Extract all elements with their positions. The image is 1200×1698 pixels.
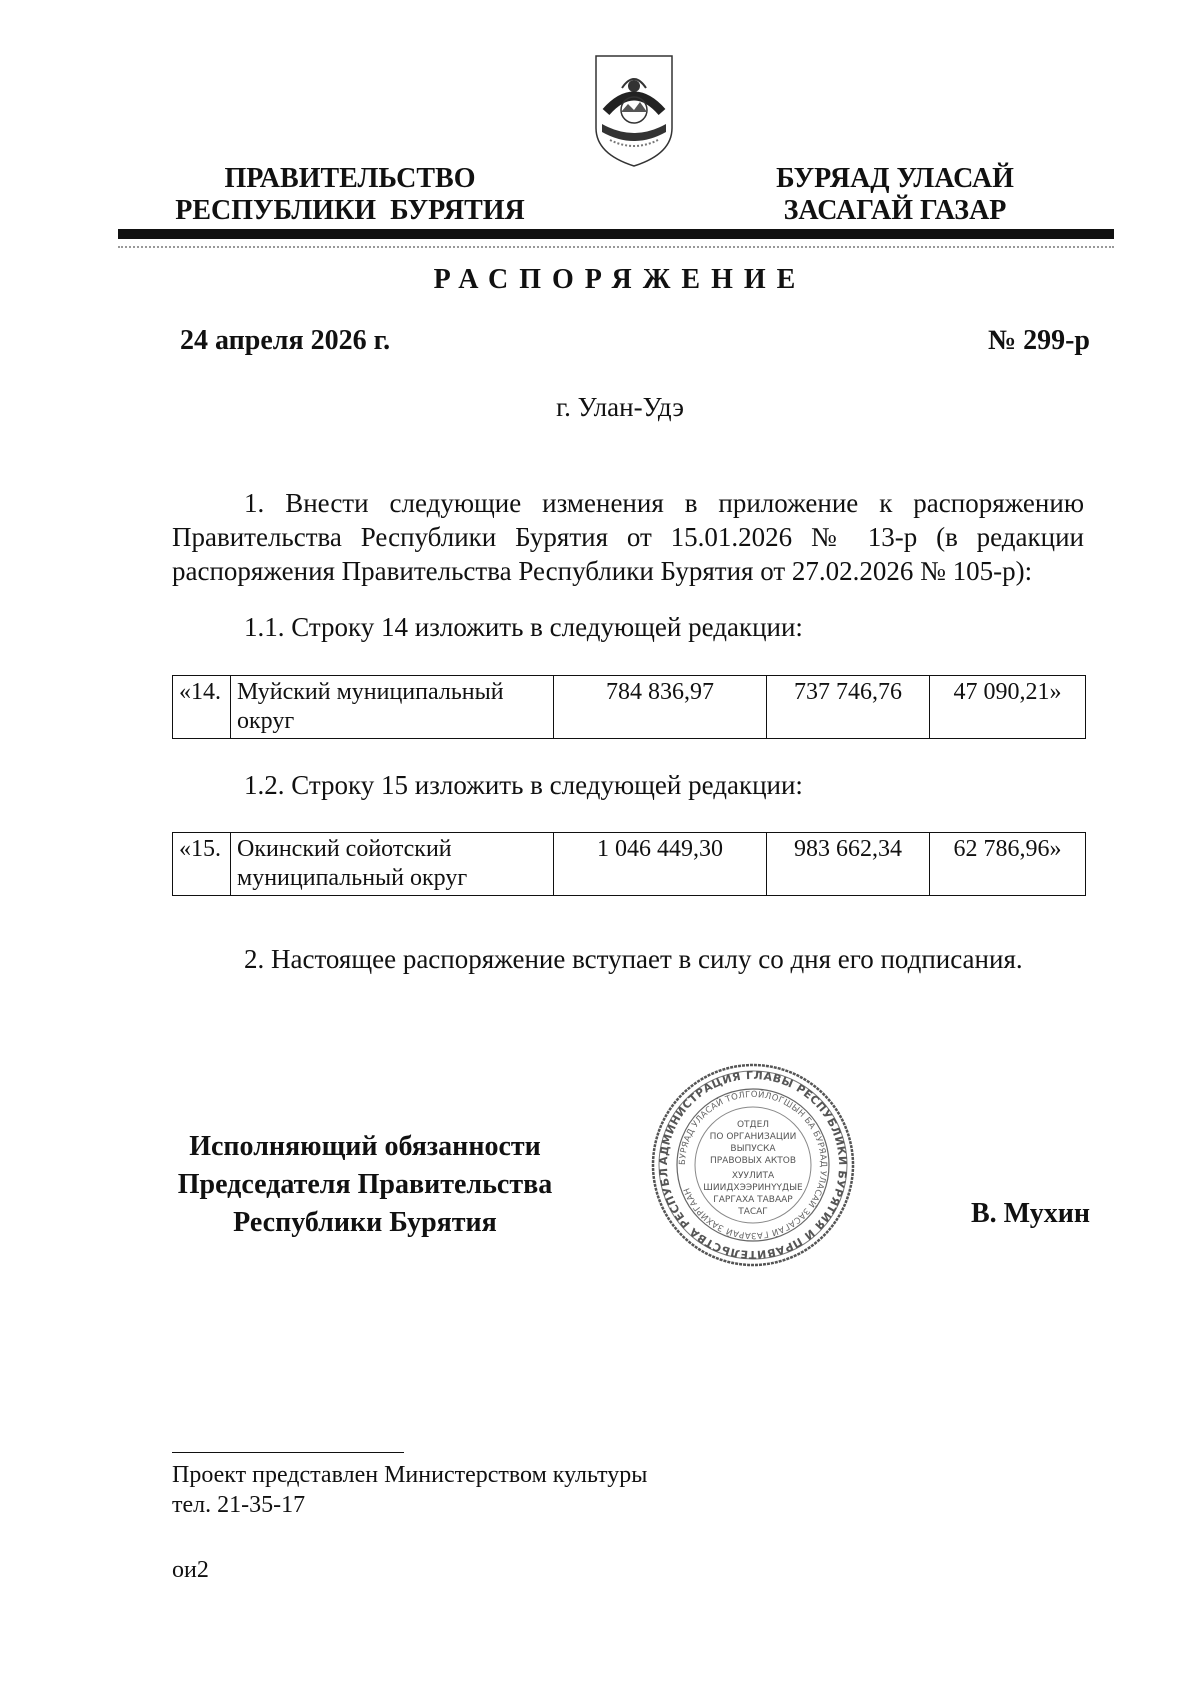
document-title: РАСПОРЯЖЕНИЕ [433,264,807,295]
table-cell-number: «15. [173,833,231,896]
signatory-position-line3: Республики Бурятия [233,1207,497,1238]
seal-inner-text: БУРЯАД УЛАСАЙ ТОЛГОЙЛОГШЫН БА БУРЯАД УЛАСАЙ ЗАСАГАЙ ГАЗАРАЙ ЗАХИРГААН [677,1089,829,1241]
table-cell-name: Окинский сойотский муниципальный округ [231,833,554,896]
table-cell-value-3: 47 090,21» [930,676,1086,739]
header-org-bua [745,163,1045,227]
table-cell-value-2: 737 746,76 [767,676,930,739]
signatory-position-line2: Председателя Правительства [177,1169,553,1200]
signatory-name: В. Мухин [971,1198,1090,1229]
header-org-ru-line1: ПРАВИТЕЛЬСТВО [224,163,476,194]
header-divider-thick [118,229,1114,239]
document-number: № 299-р [987,325,1090,356]
paragraph-2: 2. Настоящее распоряжение вступает в силу со дня его подписания. [244,944,1023,974]
paragraph-1 [172,486,1084,588]
seal-center-line5: ХУУЛИТА [731,1171,775,1181]
signatory-position [170,1128,560,1242]
table-row [173,833,1086,896]
signatory-position-line1: Исполняющий обязанности [189,1131,541,1162]
header-org-bua-line2: ЗАСАГАЙ ГАЗАР [783,195,1007,226]
seal-center-line7: ГАРГАХА ТАВААР [713,1195,793,1205]
coat-of-arms-icon [590,50,678,170]
amendment-table-row-15 [172,832,1086,896]
footer-divider [172,1452,404,1453]
table-cell-value-2: 983 662,34 [767,833,930,896]
seal-center-line8: ТАСАГ [738,1207,768,1217]
table-row [173,676,1086,739]
seal-outer-text: АДМИНИСТРАЦИЯ ГЛАВЫ РЕСПУБЛИКИ БУРЯТИЯ И ПРАВИТЕЛЬСТВА РЕСПУБЛ [656,1068,850,1262]
header-divider-thin [118,246,1114,248]
footer-code: ои2 [172,1557,209,1583]
seal-center-line2: ПО ОРГАНИЗАЦИИ [709,1132,797,1142]
seal-center-line3: ВЫПУСКА [730,1144,776,1154]
official-seal-icon [648,1060,858,1270]
seal-center-line6: ШИИДХЭЭРИНҮҮДЫЕ [703,1183,803,1193]
document-date: 24 апреля 2026 г. [180,325,391,356]
amendment-table-row-14 [172,675,1086,739]
paragraph-1-1: 1.1. Строку 14 изложить в следующей редакции: [244,612,803,642]
footer-note [172,1460,647,1520]
footer-note-line2: тел. 21-35-17 [172,1492,306,1518]
paragraph-1-text: 1. Внести следующие изменения в приложение к распоряжению Правительства Республики Бурятия от 15.01.2026 № 13-р (в редакции распоряжения Правительства Республики Бурятия от 27.02.2026 № 105-р): [172,488,1084,586]
paragraph-1-2: 1.2. Строку 15 изложить в следующей редакции: [244,770,803,800]
table-cell-number: «14. [173,676,231,739]
header-org-ru [170,163,530,227]
document-place: г. Улан-Удэ [556,392,684,422]
seal-center-line1: ОТДЕЛ [736,1120,770,1130]
table-cell-name: Муйский муниципальный округ [231,676,554,739]
header-org-ru-line2: РЕСПУБЛИКИ БУРЯТИЯ [175,195,525,226]
table-cell-value-1: 784 836,97 [554,676,767,739]
footer-note-line1: Проект представлен Министерством культуры [172,1462,648,1488]
seal-center-line4: ПРАВОВЫХ АКТОВ [709,1156,797,1166]
table-cell-value-1: 1 046 449,30 [554,833,767,896]
header-org-bua-line1: БУРЯАД УЛАСАЙ [776,163,1014,194]
table-cell-value-3: 62 786,96» [930,833,1086,896]
